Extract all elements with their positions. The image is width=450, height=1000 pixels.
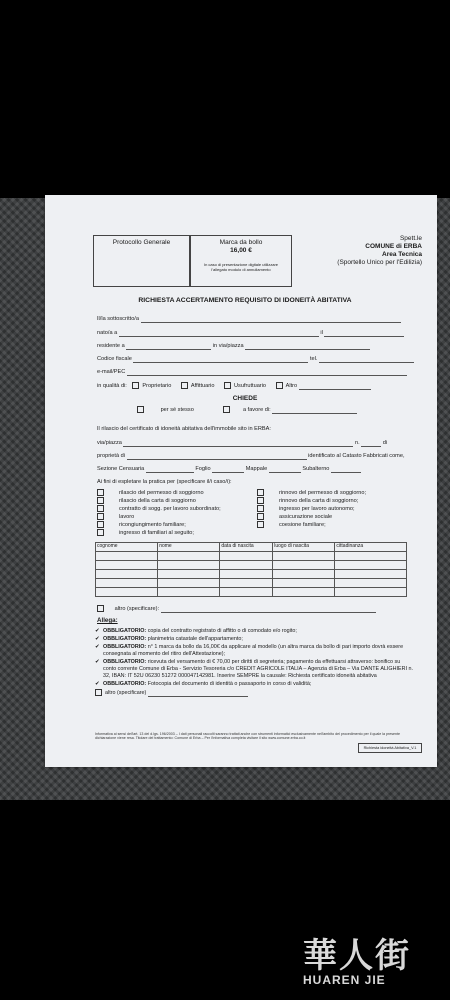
label-email: e-mail/PEC	[97, 369, 126, 376]
checkbox-fini[interactable]	[257, 497, 264, 504]
protocollo-label: Protocollo Generale	[112, 239, 171, 246]
allega-item	[95, 644, 413, 658]
table-header-row	[96, 543, 407, 552]
row-nato	[97, 330, 404, 337]
allega-item-text: OBBLIGATORIO: Fotocopia del documento di identità o passaporto in corso di validità;	[103, 681, 312, 688]
fini-option[interactable]	[97, 529, 257, 537]
label-qualita: in qualità di:	[97, 382, 127, 389]
table-header: cognome	[96, 543, 158, 552]
allega-item-text: OBBLIGATORIO: ricevuta del versamento di € 70,00 per diritti di segreteria; pagamento da effettuarsi attraverso: bonifico su conto corrente Comune di Erba - Servizio Tesoreria c/o CREDIT AGRICOLE ITALIA – Agenzia di Erba – Via DANTE ALIGHIERI n. 32, IBAN: IT 52U 06230 51272 000047142981. Inserire SEMPRE la causale: Richiesta certificato idoneità abitativa	[103, 659, 413, 680]
label-il: il	[320, 330, 323, 337]
table-row[interactable]	[96, 570, 407, 579]
watermark-chinese: 華人街	[303, 936, 411, 976]
label-immobile-di: di	[382, 440, 388, 447]
label-residente: residente a	[97, 343, 125, 350]
label-proprietario: Proprietario	[142, 382, 172, 389]
row-sottoscritto	[97, 316, 401, 323]
fini-option[interactable]	[257, 513, 427, 521]
checkbox-fini[interactable]	[97, 505, 104, 512]
fini-option-label: ingresso per lavoro autonomo;	[279, 505, 355, 512]
input-cf[interactable]	[133, 356, 308, 363]
label-altro: Altro	[285, 382, 298, 389]
table-header: data di nascita	[220, 543, 273, 552]
label-proprieta: proprietà di	[97, 453, 125, 460]
allega-title: Allega:	[97, 617, 118, 624]
fini-option-label: coesione familiare;	[279, 521, 326, 528]
check-icon: ✔	[95, 659, 100, 666]
fini-option[interactable]	[97, 489, 257, 497]
row-email	[97, 369, 407, 376]
fini-option-label: ingresso di familiari al seguito;	[119, 529, 194, 536]
label-altro-spec: altro (specificare):	[114, 605, 160, 612]
check-icon: ✔	[95, 636, 100, 643]
sportello-label: (Sportello Unico per l'Edilizia)	[337, 259, 422, 267]
row-proprieta	[97, 453, 405, 460]
input-proprieta[interactable]	[127, 453, 307, 460]
fini-option[interactable]	[257, 489, 427, 497]
input-sottoscritto[interactable]	[141, 316, 401, 323]
fini-intro: Ai fini di espletare la pratica per (specificare il/i caso/i):	[97, 479, 232, 485]
allega-item	[95, 628, 413, 635]
fini-option[interactable]	[257, 497, 427, 505]
checkbox-se-stesso[interactable]	[137, 406, 144, 413]
input-allega-altro[interactable]	[148, 690, 248, 697]
input-email[interactable]	[127, 369, 407, 376]
protocollo-box	[93, 235, 190, 287]
marca-note: In caso di presentazione digitale utilizzare l'allegato modulo di annullamento	[203, 262, 279, 273]
label-via: in via/piazza	[212, 343, 244, 350]
fini-option[interactable]	[97, 505, 257, 513]
checkbox-fini[interactable]	[257, 489, 264, 496]
label-allega-altro: altro (specificare)	[105, 690, 147, 697]
fini-option-label: contratto di sogg. per lavoro subordinato;	[119, 505, 221, 512]
checkbox-usufruttuario[interactable]	[224, 382, 231, 389]
allega-item-text: OBBLIGATORIO: copia del contratto registrato di affitto o di comodato e/o rogito;	[103, 628, 297, 634]
fini-option-label: assicurazione sociale	[279, 513, 333, 520]
table-header: luogo di nascita	[273, 543, 335, 552]
checkbox-affittuario[interactable]	[181, 382, 188, 389]
label-catasto: identificato al Catasto Fabbricati come,	[308, 453, 405, 460]
label-immobile-via: via/piazza	[97, 440, 122, 447]
marca-title: Marca da bollo	[219, 239, 263, 246]
recipient-block	[307, 235, 422, 268]
checkbox-altro[interactable]	[276, 382, 283, 389]
checkbox-fini[interactable]	[97, 529, 104, 536]
table-header: nome	[158, 543, 220, 552]
input-nato[interactable]	[119, 330, 319, 337]
fini-option-label: ricongiungimento familiare;	[119, 521, 186, 528]
fini-option-label: rinnovo della carta di soggiorno;	[279, 497, 359, 504]
label-favore: a favore di:	[242, 406, 271, 413]
document-page	[45, 195, 437, 767]
checkbox-fini[interactable]	[257, 505, 264, 512]
allega-item-text: OBBLIGATORIO: n° 1 marca da bollo da 16,00€ da applicare al modello (un altra marca da bollo di pari importo dovrà essere consegnata al momento del ritiro dell'Attestazione);	[103, 644, 404, 658]
label-usufruttuario: Usufruttuario	[234, 382, 267, 389]
label-foglio: Foglio	[195, 466, 211, 473]
familiari-table	[95, 542, 407, 597]
input-subalterno[interactable]	[331, 466, 361, 473]
allega-item-text: OBBLIGATORIO: planimetria catastale dell'appartamento;	[103, 636, 243, 643]
checkbox-allega-altro[interactable]	[95, 689, 102, 696]
label-mappale: Mappale	[245, 466, 268, 473]
checkbox-favore[interactable]	[223, 406, 230, 413]
table-row[interactable]	[96, 579, 407, 588]
check-icon: ✔	[95, 628, 100, 634]
fini-left-list	[97, 489, 257, 537]
immobile-intro: Il rilascio del certificato di idoneità abitativa dell'immobile sito in ERBA:	[97, 426, 271, 432]
marca-value: 16,00 €	[230, 247, 252, 255]
spett-label: Spett.le	[399, 235, 422, 242]
row-residente	[97, 343, 370, 350]
input-il[interactable]	[324, 330, 404, 337]
input-immobile-via[interactable]	[123, 440, 353, 447]
row-cf	[97, 356, 414, 363]
watermark-logo	[303, 928, 443, 988]
table-header: cittadinanza	[335, 543, 407, 552]
label-cf: Codice fiscale	[97, 356, 132, 363]
row-qualita	[97, 382, 371, 390]
allega-altro-row	[95, 689, 413, 697]
fini-option-label: rinnovo del permesso di soggiorno;	[279, 489, 367, 496]
input-foglio[interactable]	[212, 466, 244, 473]
checkbox-fini[interactable]	[97, 497, 104, 504]
checkbox-fini[interactable]	[97, 513, 104, 520]
chiede-title: CHIEDE	[232, 395, 258, 402]
checkbox-fini[interactable]	[257, 513, 264, 520]
row-altro-spec	[97, 605, 376, 613]
checkbox-fini[interactable]	[97, 489, 104, 496]
fini-option[interactable]	[97, 513, 257, 521]
table-row[interactable]	[96, 552, 407, 561]
watermark-english: HUAREN JIE	[303, 973, 386, 987]
input-via[interactable]	[245, 343, 370, 350]
form-code: Richiesta idoneità Abitativa_V.1	[358, 743, 422, 753]
input-sezione[interactable]	[146, 466, 194, 473]
checkbox-fini[interactable]	[97, 521, 104, 528]
allega-item	[95, 681, 413, 688]
input-mappale[interactable]	[269, 466, 301, 473]
checkbox-proprietario[interactable]	[132, 382, 139, 389]
checkbox-fini[interactable]	[257, 521, 264, 528]
input-altro-spec[interactable]	[161, 606, 376, 613]
label-sottoscritto: Il/la sottoscritto/a	[97, 316, 139, 323]
row-chiede	[137, 406, 357, 414]
label-tel: tel.	[309, 356, 318, 363]
label-sezione: Sezione Censuaria	[97, 466, 145, 473]
fini-option[interactable]	[97, 497, 257, 505]
fini-option[interactable]	[257, 521, 427, 529]
label-se-stesso: per sé stesso	[160, 406, 194, 413]
row-catasto	[97, 466, 361, 473]
allega-item	[95, 636, 413, 643]
label-subalterno: Subalterno	[302, 466, 330, 473]
label-immobile-n: n.	[355, 440, 360, 447]
fini-option[interactable]	[257, 505, 427, 513]
check-icon: ✔	[95, 681, 100, 688]
input-tel[interactable]	[319, 356, 414, 363]
input-favore[interactable]	[272, 407, 357, 414]
checkbox-altro-spec[interactable]	[97, 605, 104, 612]
fini-option-label: rilascio della carta di soggiorno	[119, 497, 196, 504]
fini-right-list	[257, 489, 427, 529]
input-altro[interactable]	[299, 383, 371, 390]
privacy-note: Informativa ai sensi dell'art. 13 del d.lgs. 196/2003 – I dati personali raccolti saranno trattati anche con strumenti informatici esclusivamente nell'ambito del procedimento per il quale la presente dichiarazione viene resa. Titolare del trattamento: Comune di Erba – Per l'informativa completa visitare il sito www.comune.erba.co.it	[95, 732, 401, 741]
input-immobile-n[interactable]	[361, 440, 381, 447]
label-nato: nato/a a	[97, 330, 118, 337]
area-label: Area Tecnica	[382, 251, 422, 259]
input-residente[interactable]	[126, 343, 211, 350]
row-immobile-via	[97, 440, 387, 447]
label-affittuario: Affittuario	[190, 382, 215, 389]
allega-list	[95, 628, 413, 697]
check-icon: ✔	[95, 644, 100, 651]
fini-option-label: lavoro	[119, 513, 135, 520]
comune-label: COMUNE di ERBA	[365, 243, 422, 251]
form-title: RICHIESTA ACCERTAMENTO REQUISITO DI IDONEITÀ ABITATIVA	[138, 297, 352, 304]
fini-option-label: rilascio del permesso di soggiorno	[119, 489, 204, 496]
table-row[interactable]	[96, 588, 407, 597]
marca-box	[190, 235, 292, 287]
fini-option[interactable]	[97, 521, 257, 529]
allega-item	[95, 659, 413, 680]
table-row[interactable]	[96, 561, 407, 570]
